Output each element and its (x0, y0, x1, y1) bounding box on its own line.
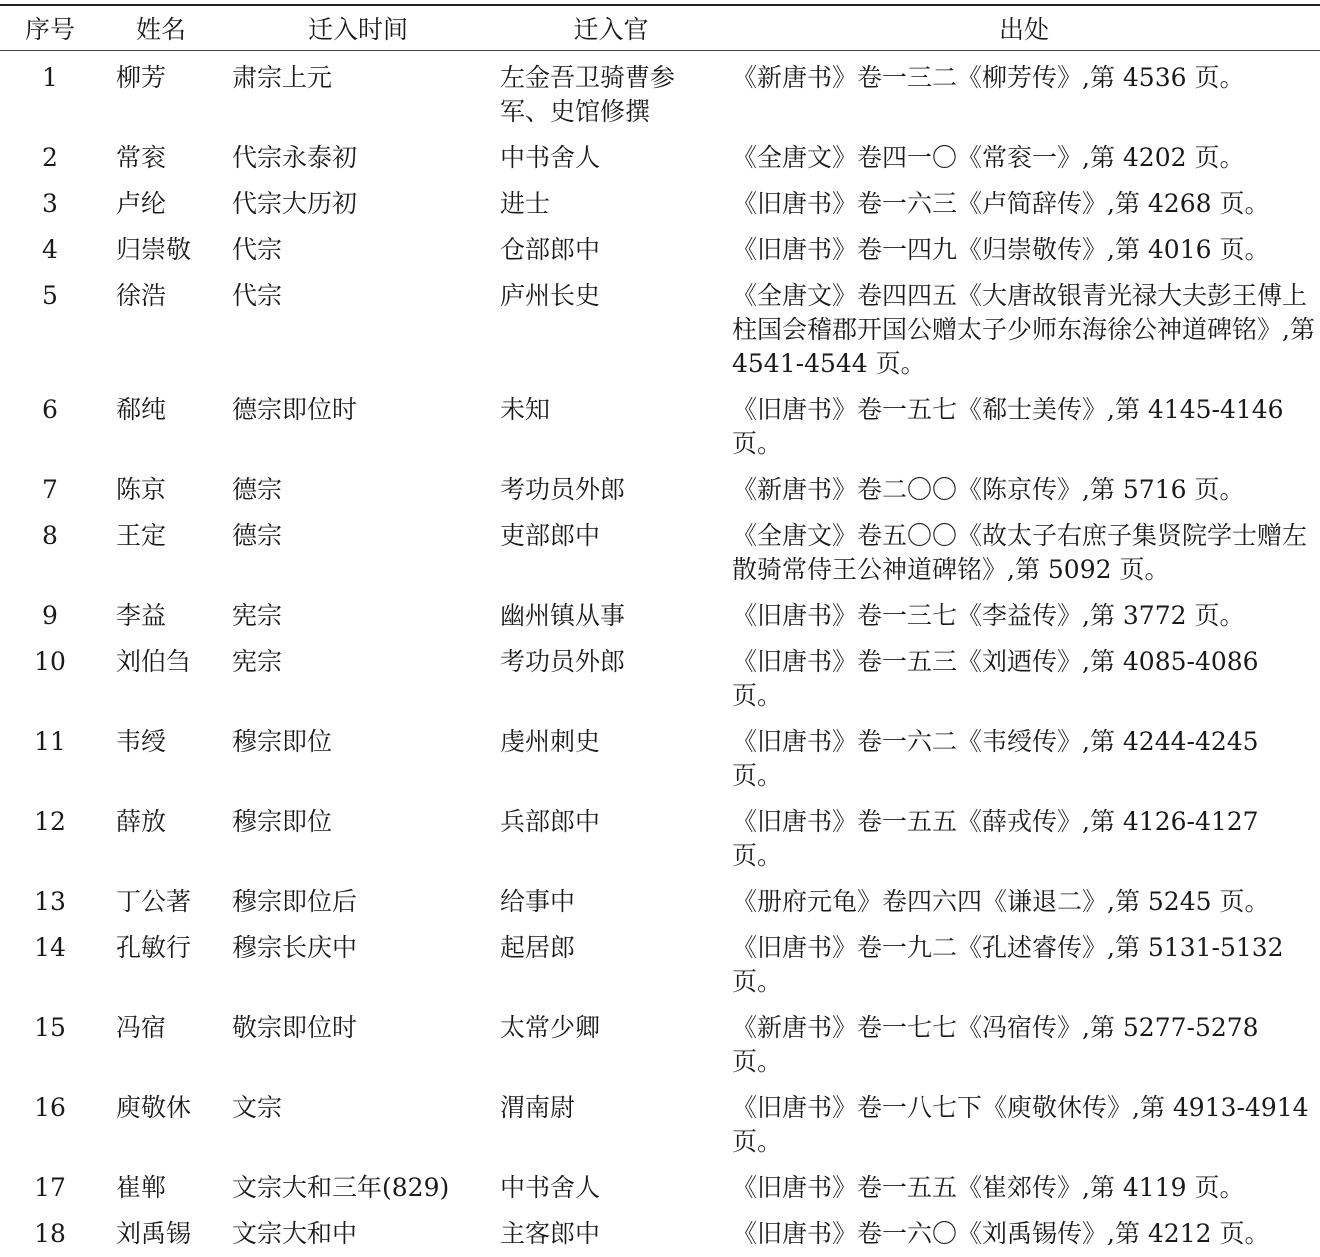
row-name: 柳芳 (100, 51, 222, 136)
table-row (0, 467, 1320, 513)
row-transfer-time: 代宗永泰初 (222, 135, 494, 181)
row-index: 9 (0, 593, 100, 639)
row-transfer-time: 穆宗长庆中 (222, 925, 494, 1005)
header-index: 序号 (0, 5, 100, 51)
row-source: 《全唐文》卷四一〇《常衮一》,第 4202 页。 (728, 135, 1320, 181)
row-transfer-time: 代宗 (222, 273, 494, 387)
row-source: 《全唐文》卷四四五《大唐故银青光禄大夫彭王傅上柱国会稽郡开国公赠太子少师东海徐公神道碑铭》,第 4541-4544 页。 (728, 273, 1320, 387)
row-transfer-time: 德宗 (222, 513, 494, 593)
row-transfer-time: 敬宗即位时 (222, 1005, 494, 1085)
row-transfer-time: 文宗 (222, 1085, 494, 1165)
row-source: 《旧唐书》卷一五三《刘迺传》,第 4085-4086 页。 (728, 639, 1320, 719)
row-source: 《新唐书》卷一三二《柳芳传》,第 4536 页。 (728, 51, 1320, 136)
row-name: 刘禹锡 (100, 1211, 222, 1257)
row-transfer-office: 中书舍人 (494, 135, 728, 181)
row-transfer-time: 穆宗即位 (222, 799, 494, 879)
row-name: 刘伯刍 (100, 639, 222, 719)
table-header-row (0, 5, 1320, 51)
table-row (0, 879, 1320, 925)
row-source: 《旧唐书》卷一五七《郗士美传》,第 4145-4146 页。 (728, 387, 1320, 467)
row-source: 《旧唐书》卷一四九《归崇敬传》,第 4016 页。 (728, 227, 1320, 273)
row-transfer-office: 考功员外郎 (494, 639, 728, 719)
official-transfer-table (0, 4, 1320, 1257)
table-row (0, 799, 1320, 879)
row-index: 17 (0, 1165, 100, 1211)
row-transfer-time: 穆宗即位 (222, 719, 494, 799)
table-row (0, 925, 1320, 1005)
row-transfer-office: 中书舍人 (494, 1165, 728, 1211)
header-source: 出处 (728, 5, 1320, 51)
row-transfer-office: 考功员外郎 (494, 467, 728, 513)
row-transfer-office: 庐州长史 (494, 273, 728, 387)
row-source: 《旧唐书》卷一五五《崔郊传》,第 4119 页。 (728, 1165, 1320, 1211)
row-transfer-office: 幽州镇从事 (494, 593, 728, 639)
row-name: 李益 (100, 593, 222, 639)
row-source: 《新唐书》卷二〇〇《陈京传》,第 5716 页。 (728, 467, 1320, 513)
row-index: 18 (0, 1211, 100, 1257)
row-source: 《旧唐书》卷一九二《孔述睿传》,第 5131-5132 页。 (728, 925, 1320, 1005)
row-source: 《旧唐书》卷一六三《卢简辞传》,第 4268 页。 (728, 181, 1320, 227)
row-name: 韦绶 (100, 719, 222, 799)
row-index: 6 (0, 387, 100, 467)
row-transfer-office: 渭南尉 (494, 1085, 728, 1165)
row-index: 8 (0, 513, 100, 593)
row-name: 孔敏行 (100, 925, 222, 1005)
row-name: 郗纯 (100, 387, 222, 467)
row-index: 14 (0, 925, 100, 1005)
table-row (0, 513, 1320, 593)
row-transfer-office: 兵部郎中 (494, 799, 728, 879)
row-name: 常衮 (100, 135, 222, 181)
row-source: 《旧唐书》卷一五五《薛戎传》,第 4126-4127 页。 (728, 799, 1320, 879)
table-row (0, 227, 1320, 273)
table-row (0, 593, 1320, 639)
row-name: 王定 (100, 513, 222, 593)
row-transfer-time: 代宗 (222, 227, 494, 273)
row-transfer-office: 给事中 (494, 879, 728, 925)
row-name: 归崇敬 (100, 227, 222, 273)
row-source: 《旧唐书》卷一八七下《庾敬休传》,第 4913-4914 页。 (728, 1085, 1320, 1165)
table-row (0, 719, 1320, 799)
table-row (0, 181, 1320, 227)
row-transfer-time: 德宗 (222, 467, 494, 513)
row-index: 11 (0, 719, 100, 799)
header-name: 姓名 (100, 5, 222, 51)
row-index: 12 (0, 799, 100, 879)
row-index: 16 (0, 1085, 100, 1165)
row-name: 崔郸 (100, 1165, 222, 1211)
row-name: 薛放 (100, 799, 222, 879)
row-index: 4 (0, 227, 100, 273)
row-name: 庾敬休 (100, 1085, 222, 1165)
row-name: 丁公著 (100, 879, 222, 925)
row-index: 7 (0, 467, 100, 513)
row-transfer-time: 文宗大和中 (222, 1211, 494, 1257)
row-transfer-time: 德宗即位时 (222, 387, 494, 467)
row-transfer-office: 未知 (494, 387, 728, 467)
row-transfer-time: 宪宗 (222, 639, 494, 719)
row-transfer-office: 虔州刺史 (494, 719, 728, 799)
row-name: 冯宿 (100, 1005, 222, 1085)
table-row (0, 273, 1320, 387)
row-index: 13 (0, 879, 100, 925)
row-transfer-time: 穆宗即位后 (222, 879, 494, 925)
table-row (0, 387, 1320, 467)
row-index: 1 (0, 51, 100, 136)
row-transfer-office: 进士 (494, 181, 728, 227)
row-source: 《册府元龟》卷四六四《谦退二》,第 5245 页。 (728, 879, 1320, 925)
row-transfer-office: 主客郎中 (494, 1211, 728, 1257)
row-index: 5 (0, 273, 100, 387)
row-source: 《旧唐书》卷一三七《李益传》,第 3772 页。 (728, 593, 1320, 639)
table-row (0, 1211, 1320, 1257)
table-row (0, 1085, 1320, 1165)
row-transfer-office: 太常少卿 (494, 1005, 728, 1085)
row-name: 陈京 (100, 467, 222, 513)
row-transfer-office: 起居郎 (494, 925, 728, 1005)
row-name: 卢纶 (100, 181, 222, 227)
row-transfer-time: 文宗大和三年(829) (222, 1165, 494, 1211)
row-index: 3 (0, 181, 100, 227)
row-source: 《新唐书》卷一七七《冯宿传》,第 5277-5278 页。 (728, 1005, 1320, 1085)
table-row (0, 135, 1320, 181)
table-row (0, 639, 1320, 719)
row-index: 15 (0, 1005, 100, 1085)
row-index: 10 (0, 639, 100, 719)
table-row (0, 1165, 1320, 1211)
header-transfer-time: 迁入时间 (222, 5, 494, 51)
row-source: 《全唐文》卷五〇〇《故太子右庶子集贤院学士赠左散骑常侍王公神道碑铭》,第 5092 页。 (728, 513, 1320, 593)
row-transfer-office: 吏部郎中 (494, 513, 728, 593)
row-transfer-time: 代宗大历初 (222, 181, 494, 227)
header-transfer-office: 迁入官 (494, 5, 728, 51)
row-transfer-time: 肃宗上元 (222, 51, 494, 136)
row-transfer-office: 仓部郎中 (494, 227, 728, 273)
table-row (0, 1005, 1320, 1085)
row-transfer-time: 宪宗 (222, 593, 494, 639)
row-name: 徐浩 (100, 273, 222, 387)
row-source: 《旧唐书》卷一六〇《刘禹锡传》,第 4212 页。 (728, 1211, 1320, 1257)
row-index: 2 (0, 135, 100, 181)
row-source: 《旧唐书》卷一六二《韦绶传》,第 4244-4245 页。 (728, 719, 1320, 799)
table-body (0, 51, 1320, 1257)
row-transfer-office: 左金吾卫骑曹参军、史馆修撰 (494, 51, 728, 136)
table-row (0, 51, 1320, 136)
